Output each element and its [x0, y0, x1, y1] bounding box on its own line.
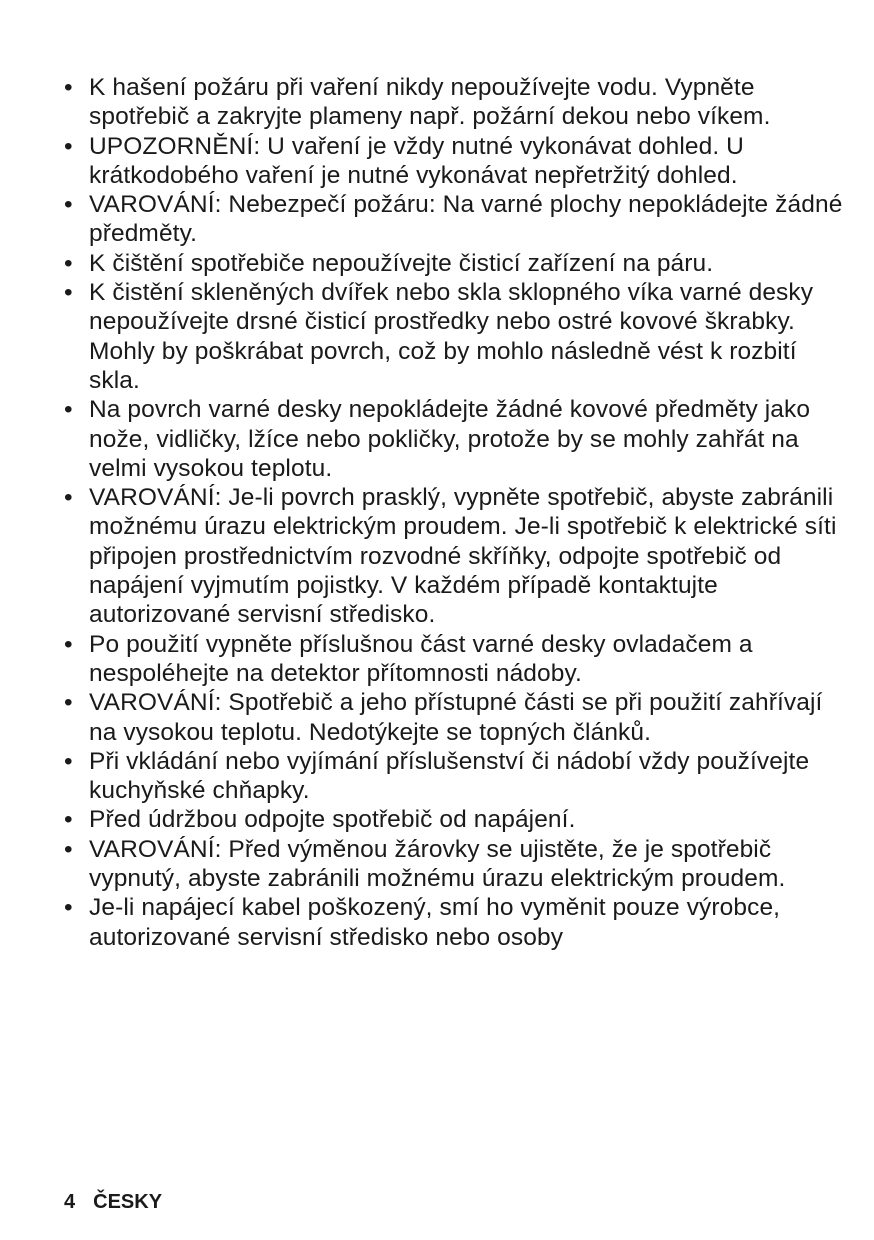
- bullet-icon: •: [64, 484, 73, 512]
- bullet-icon: •: [64, 806, 73, 834]
- item-text: K čištění spotřebiče nepoužívejte čisticí zařízení na páru.: [89, 249, 714, 277]
- list-item: [62, 73, 852, 132]
- list-item: [62, 190, 852, 249]
- item-text: VAROVÁNÍ: Nebezpečí požáru: Na varné plochy nepokládejte žádné předměty.: [89, 191, 843, 248]
- list-item: [62, 395, 852, 483]
- bullet-icon: •: [64, 894, 73, 922]
- list-item: [62, 893, 852, 952]
- list-item: [62, 483, 852, 629]
- item-text: Na povrch varné desky nepokládejte žádné kovové předměty jako nože, vidličky, lžíce nebo pokličky, protože by se mohly zahřát na velmi vysokou teplotu.: [89, 396, 811, 482]
- list-item: [62, 835, 852, 894]
- item-text: Při vkládání nebo vyjímání příslušenství či nádobí vždy používejte kuchyňské chňapky.: [89, 747, 810, 805]
- bullet-icon: •: [64, 132, 73, 160]
- bullet-icon: •: [64, 74, 73, 101]
- bullet-icon: •: [64, 689, 73, 717]
- list-item: [62, 278, 852, 395]
- item-text: Je-li napájecí kabel poškozený, smí ho vyměnit pouze výrobce, autorizované servisní středisko nebo osoby: [89, 894, 781, 951]
- list-item: [62, 805, 852, 834]
- item-text: UPOZORNĚNÍ: U vaření je vždy nutné vykonávat dohled. U krátkodobého vaření je nutné vykonávat nepřetržitý dohled.: [89, 132, 744, 189]
- bullet-icon: •: [64, 630, 73, 658]
- item-text: VAROVÁNÍ: Je-li povrch prasklý, vypněte spotřebič, abyste zabránili možnému úrazu elektrickým proudem. Je-li spotřebič k elektrické síti připojen prostřednictvím rozvodné skříňky, odpojte spotřebič od napájení vyjmutím pojistky. V každém případě kontaktujte autorizované servisní středisko.: [89, 484, 837, 629]
- item-text: Po použití vypněte příslušnou část varné desky ovladačem a nespoléhejte na detektor přítomnosti nádoby.: [89, 630, 753, 687]
- list-item: [62, 747, 852, 806]
- list-item: [62, 688, 852, 747]
- bullet-icon: •: [64, 747, 73, 775]
- bullet-icon: •: [64, 396, 73, 424]
- bullet-icon: •: [64, 279, 73, 307]
- item-text: VAROVÁNÍ: Před výměnou žárovky se ujistěte, že je spotřebič vypnutý, abyste zabránili možnému úrazu elektrickým proudem.: [89, 835, 786, 893]
- page-footer: [64, 1191, 162, 1214]
- list-item: [62, 132, 852, 191]
- item-text: K čistění skleněných dvířek nebo skla sklopného víka varné desky nepoužívejte drsné čisticí prostředky nebo ostré kovové škrabky. Mohly by poškrábat povrch, což by mohlo následně vést k rozbití skla.: [89, 279, 814, 394]
- bullet-icon: •: [64, 249, 73, 277]
- list-item: [62, 630, 852, 689]
- item-text: Před údržbou odpojte spotřebič od napájení.: [89, 806, 576, 834]
- list-item: [62, 249, 852, 278]
- bullet-icon: •: [64, 191, 73, 219]
- language-label: ČESKY: [93, 1191, 163, 1213]
- bullet-icon: •: [64, 835, 73, 863]
- safety-instructions: [62, 73, 852, 952]
- safety-list: [62, 73, 852, 952]
- page-number: 4: [64, 1191, 76, 1213]
- item-text: VAROVÁNÍ: Spotřebič a jeho přístupné části se při použití zahřívají na vysokou teplotu. Nedotýkejte se topných článků.: [89, 689, 823, 746]
- item-text: K hašení požáru při vaření nikdy nepoužívejte vodu. Vypněte spotřebič a zakryjte plameny např. požární dekou nebo víkem.: [89, 74, 771, 131]
